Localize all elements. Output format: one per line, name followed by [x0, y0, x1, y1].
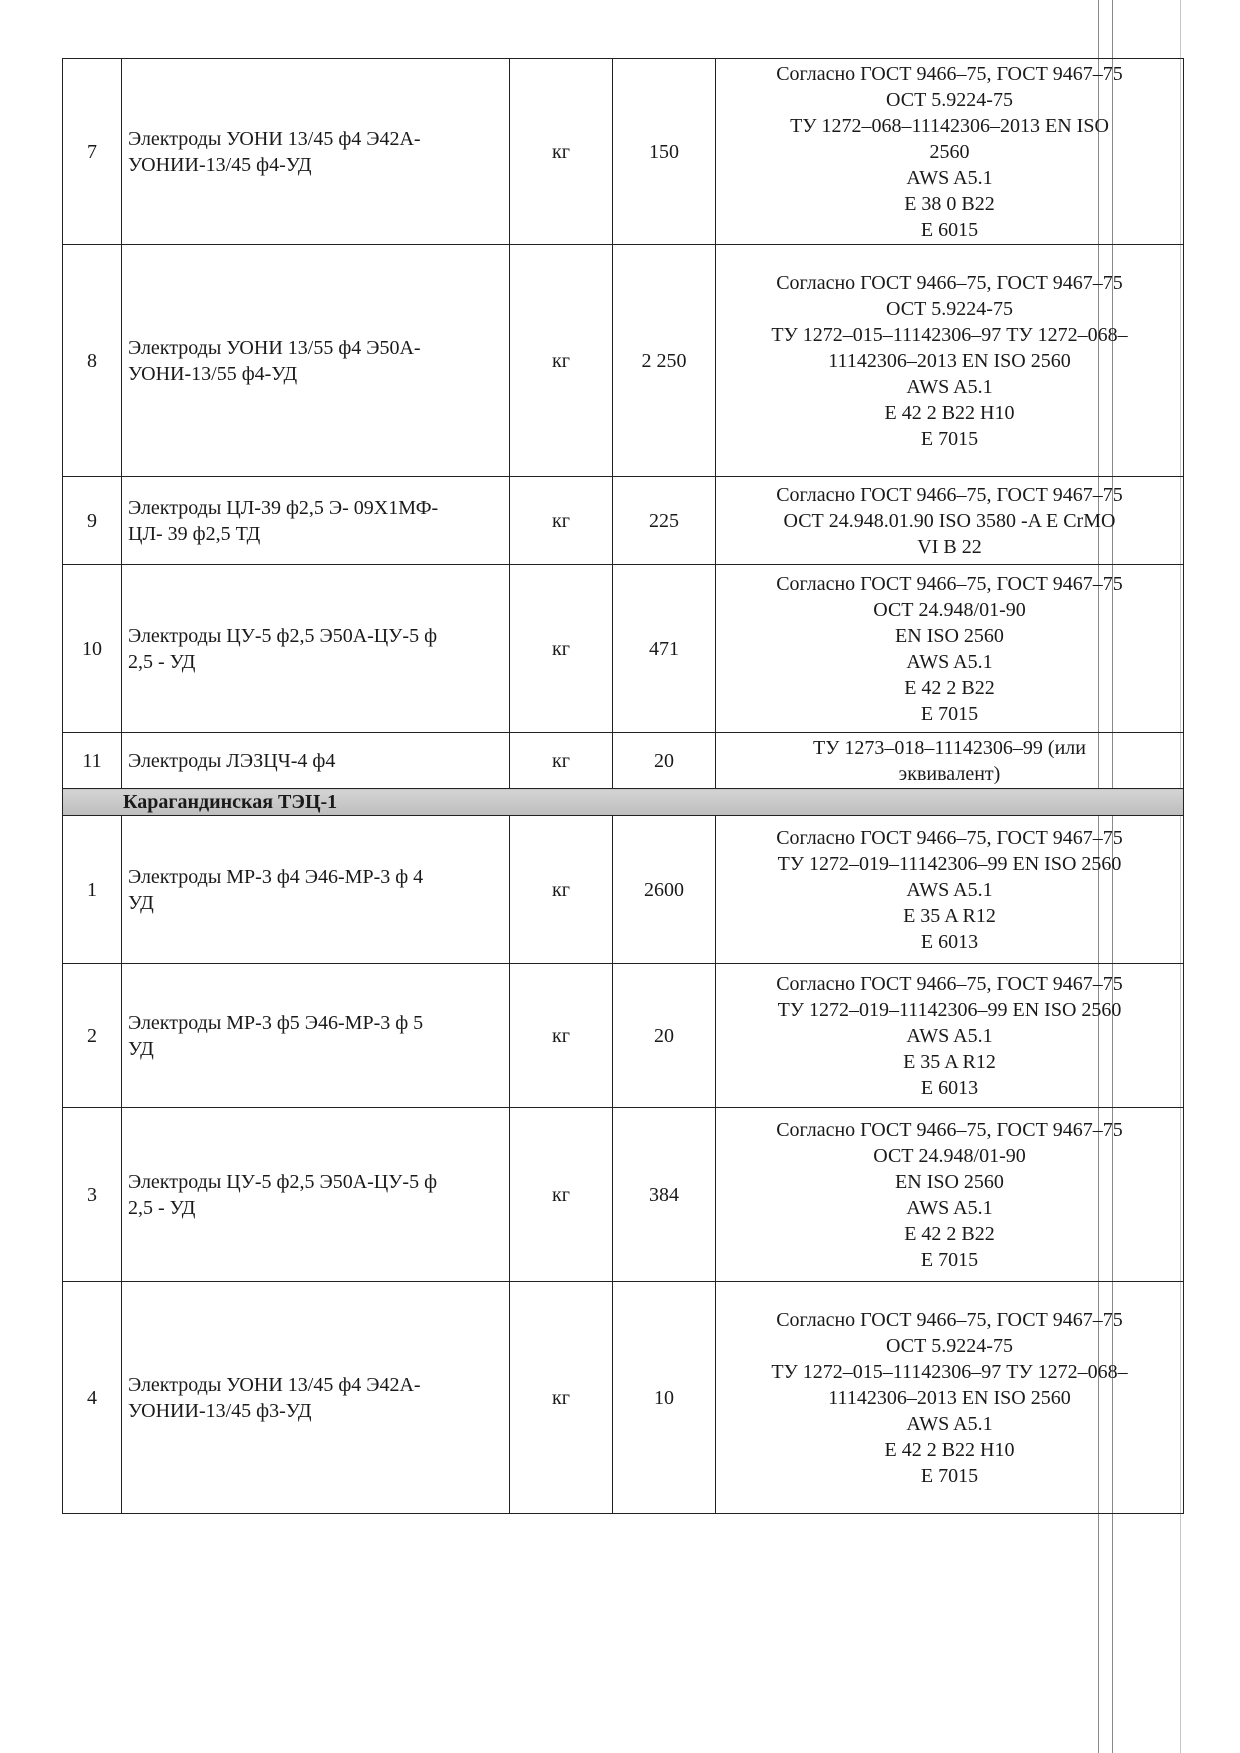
item-name: Электроды МР-3 ф4 Э46-МР-3 ф 4 УД — [122, 816, 510, 964]
materials-table — [62, 58, 1184, 1514]
standard-cell: ТУ 1273–018–11142306–99 (или эквивалент) — [716, 733, 1184, 789]
unit-cell: кг — [510, 477, 613, 565]
section-title: Карагандинская ТЭЦ-1 — [63, 789, 1184, 816]
table-row — [63, 733, 1184, 789]
standard-cell: Согласно ГОСТ 9466–75, ГОСТ 9467–75 ОСТ 5.9224-75 ТУ 1272–015–11142306–97 ТУ 1272–068– 11142306–2013 EN ISO 2560 AWS A5.1 E 42 2 B22 H10 E 7015 — [716, 1282, 1184, 1514]
standard-cell: Согласно ГОСТ 9466–75, ГОСТ 9467–75 ТУ 1272–019–11142306–99 EN ISO 2560 AWS A5.1 E 35 A R12 E 6013 — [716, 964, 1184, 1108]
row-number: 7 — [63, 59, 122, 245]
table-row — [63, 1108, 1184, 1282]
item-name: Электроды МР-3 ф5 Э46-МР-3 ф 5 УД — [122, 964, 510, 1108]
standard-cell: Согласно ГОСТ 9466–75, ГОСТ 9467–75 ОСТ 24.948/01-90 EN ISO 2560 AWS A5.1 E 42 2 B22 E 7015 — [716, 1108, 1184, 1282]
row-number: 1 — [63, 816, 122, 964]
standard-cell: Согласно ГОСТ 9466–75, ГОСТ 9467–75 ОСТ 24.948/01-90 EN ISO 2560 AWS A5.1 E 42 2 B22 E 7015 — [716, 565, 1184, 733]
standard-cell: Согласно ГОСТ 9466–75, ГОСТ 9467–75 ОСТ 24.948.01.90 ISO 3580 -A E CrMO VI B 22 — [716, 477, 1184, 565]
standard-cell: Согласно ГОСТ 9466–75, ГОСТ 9467–75 ОСТ 5.9224-75 ТУ 1272–068–11142306–2013 EN ISO 2560 AWS A5.1 E 38 0 B22 E 6015 — [716, 59, 1184, 245]
row-number: 4 — [63, 1282, 122, 1514]
row-number: 3 — [63, 1108, 122, 1282]
section-row — [63, 789, 1184, 816]
quantity-cell: 2600 — [613, 816, 716, 964]
item-name: Электроды ЦУ-5 ф2,5 Э50А-ЦУ-5 ф 2,5 - УД — [122, 565, 510, 733]
row-number: 11 — [63, 733, 122, 789]
quantity-cell: 20 — [613, 964, 716, 1108]
table-row — [63, 477, 1184, 565]
item-name: Электроды УОНИ 13/45 ф4 Э42А- УОНИИ-13/45 ф4-УД — [122, 59, 510, 245]
item-name: Электроды ЦЛ-39 ф2,5 Э- 09Х1МФ- ЦЛ- 39 ф2,5 ТД — [122, 477, 510, 565]
quantity-cell: 2 250 — [613, 245, 716, 477]
quantity-cell: 20 — [613, 733, 716, 789]
row-number: 9 — [63, 477, 122, 565]
table-row — [63, 964, 1184, 1108]
table-row — [63, 59, 1184, 245]
table-row — [63, 565, 1184, 733]
standard-cell: Согласно ГОСТ 9466–75, ГОСТ 9467–75 ОСТ 5.9224-75 ТУ 1272–015–11142306–97 ТУ 1272–068– 11142306–2013 EN ISO 2560 AWS A5.1 E 42 2 B22 H10 E 7015 — [716, 245, 1184, 477]
table-row — [63, 245, 1184, 477]
item-name: Электроды УОНИ 13/45 ф4 Э42А- УОНИИ-13/45 ф3-УД — [122, 1282, 510, 1514]
item-name: Электроды УОНИ 13/55 ф4 Э50А- УОНИ-13/55 ф4-УД — [122, 245, 510, 477]
standard-cell: Согласно ГОСТ 9466–75, ГОСТ 9467–75 ТУ 1272–019–11142306–99 EN ISO 2560 AWS A5.1 E 35 A R12 E 6013 — [716, 816, 1184, 964]
unit-cell: кг — [510, 733, 613, 789]
row-number: 8 — [63, 245, 122, 477]
row-number: 10 — [63, 565, 122, 733]
unit-cell: кг — [510, 816, 613, 964]
quantity-cell: 10 — [613, 1282, 716, 1514]
row-number: 2 — [63, 964, 122, 1108]
quantity-cell: 150 — [613, 59, 716, 245]
unit-cell: кг — [510, 245, 613, 477]
unit-cell: кг — [510, 59, 613, 245]
unit-cell: кг — [510, 1282, 613, 1514]
item-name: Электроды ЛЭЗЦЧ-4 ф4 — [122, 733, 510, 789]
quantity-cell: 471 — [613, 565, 716, 733]
quantity-cell: 384 — [613, 1108, 716, 1282]
item-name: Электроды ЦУ-5 ф2,5 Э50А-ЦУ-5 ф 2,5 - УД — [122, 1108, 510, 1282]
unit-cell: кг — [510, 565, 613, 733]
table-row — [63, 1282, 1184, 1514]
quantity-cell: 225 — [613, 477, 716, 565]
table-row — [63, 816, 1184, 964]
unit-cell: кг — [510, 1108, 613, 1282]
unit-cell: кг — [510, 964, 613, 1108]
